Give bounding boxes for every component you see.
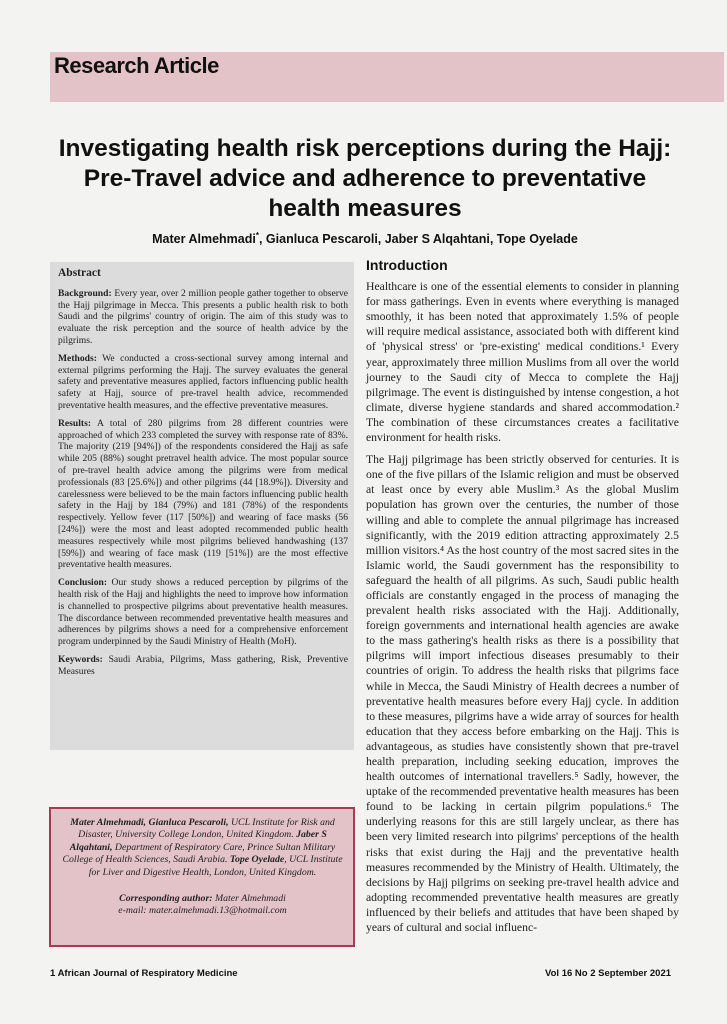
section-label: Results: (58, 417, 92, 429)
affiliations (60, 817, 345, 918)
body-paragraph: Healthcare is one of the essential elements to consider in planning for mass gatherings. Even in events where everything is managed smoothly, it has been noted that approximately 1.5% of people will require medical assistance, associated both with different kind of 'physical stress' or 'pre-existing' medical conditions.¹ Every year, approximately three million Muslims from all over the world journey to the Saudi city of Mecca to complete the Hajj pilgrimage. The event is distinguished by intense congestion, a hot climate, diverse hygiene standards and shared accommodation.² The combination of these circumstances creates a facilitative environment for health risks. (366, 280, 679, 445)
affiliation-text: Department of Respiratory Care, Prince Sultan Military College of Health Sciences, Saudi Arabia. (62, 841, 336, 866)
section-text: We conducted a cross-sectional survey among internal and external pilgrims performing the Hajj. The survey evaluates the general safety and preventative measures applied, factors influencing public health safety at Hajj, source of pre-travel health advice, recommended preventative health measures, and the effective preventative measures. (58, 352, 348, 411)
abstract-keywords (58, 654, 348, 678)
section-label: Background: (58, 287, 112, 299)
affiliation-list (60, 817, 345, 879)
affiliation-text: , UCL Institute for Liver and Digestive Health, London, United Kingdom. (88, 854, 343, 878)
section-text: A total of 280 pilgrims from 28 different countries were approached of which 233 completed the survey with response rate of 83%. The majority (219 [94%]) of the respondents considered the Hajj as safe while 205 (88%) sought pretravel health advice. The most popular source of pre-travel health advice among the pilgrims were from medical professionals (83 [25.6%]) and other pilgrims (44 [18.9%]). Diversity and carelessness were believed to be the main factors influencing public health safety in the Hajj by 184 (79%) and 181 (78%) of the respondents respectively. Yellow fever (117 [50%]) and wearing of face masks (56 [24%]) were the most and least adopted recommended public health measures respectively while most pilgrims believed handwashing (137 [59%]) and wearing of face mask (119 [51%]) are the most effective preventative health measures. (58, 417, 348, 571)
abstract-background (58, 288, 348, 347)
corresponding-mark: * (255, 231, 259, 240)
body-paragraph: The Hajj pilgrimage has been strictly observed for centuries. It is one of the five pillars of the Islamic religion and must be observed at least once by every able Muslim.³ As the global Muslim population has grown over the centuries, the number of those willing and able to complete the annual pilgrimage has increased significantly, with the 2019 edition attracting approximately 2.5 million visitors.⁴ As the host country of the most sacred sites in the Islamic world, the Saudi government has the responsibility to safeguard the health of all pilgrims. As such, Saudi public health officials are constantly engaged in the process of managing the prevalent health risks associated with the Hajj. Additionally, foreign governments and international health agencies are awake to the mass gathering's health risks as there is a possibility that pilgrims will import infectious diseases presumably to their countries of origin. To address the health risks that pilgrims face while in Mecca, the Saudi Ministry of Health decrees a number of preventative health measures before every Hajj cycle. In addition to these measures, pilgrims have a wide array of sources for health education that they access before embarking on the Hajj. This is advantageous, as studies have consistently shown that pre-travel health preparation, including seeking education, improves the health outcomes of international travellers.⁵ Sadly, however, the uptake of the recommended preventative health measures has been found to be lacking in certain pilgrim populations.⁶ The underlying reasons for this are still largely unclear, as there has been very limited research into pilgrims' perceptions of the health risks that exist during the Hajj and the preventative health measures recommended by the Ministry of Health. Ultimately, the decisions by Hajj pilgrims on seeking pre-travel health advice and adopting recommended preventative health measures are greatly influenced by their beliefs and attitudes that have been shaped by years of cultural and social influenc- (366, 453, 679, 935)
author-first: Mater Almehmadi (152, 232, 256, 247)
abstract (58, 268, 348, 684)
section-label: Methods: (58, 352, 97, 364)
section-text: Every year, over 2 million people gather together to observe the Hajj pilgrimage in Mecca. This presents a public health risk to both Saudi and the pilgrims' country of origin. The aim of this study was to evaluate the risk perception and the source of health advice by the pilgrims. (58, 287, 348, 346)
introduction-heading: Introduction (366, 257, 448, 273)
affiliation-names: Jaber S Alqahtani, (69, 829, 327, 853)
introduction-column (366, 258, 679, 942)
email-link[interactable]: e-mail: mater.almehmadi.13@hotmail.com (118, 905, 287, 917)
abstract-methods (58, 353, 348, 412)
author-rest: , Gianluca Pescaroli, Jaber S Alqahtani, Tope Oyelade (258, 232, 578, 247)
affiliation-names: Tope Oyelade (229, 854, 285, 866)
affiliation-text: UCL Institute for Risk and Disaster, University College London, United Kingdom. (78, 817, 335, 841)
corresponding-name: Mater Almehmadi (212, 893, 286, 905)
abstract-conclusion (58, 577, 348, 648)
affiliation-names: Mater Almehmadi, Gianluca Pescaroli, (70, 817, 229, 828)
abstract-results (58, 418, 348, 571)
corresponding-label: Corresponding author: (119, 893, 213, 905)
section-label: Conclusion: (58, 577, 108, 589)
section-text: Our study shows a reduced perception by pilgrims of the health risk of the Hajj and highlights the need to improve how information is channelled to prospective pilgrims about preventative health measures. The discordance between recommended preventative health measures and adherences by pilgrims shows a need for a comprehensive enforcement program underpinned by the Saudi Ministry of Health (MoH). (58, 577, 348, 648)
footer-journal: 1 African Journal of Respiratory Medicine (50, 968, 238, 979)
corresponding-author (60, 893, 345, 905)
abstract-heading: Abstract (58, 267, 101, 279)
section-text: Saudi Arabia, Pilgrims, Mass gathering, Risk, Preventive Measures (58, 653, 348, 677)
article-title: Investigating health risk perceptions during the Hajj: Pre-Travel advice and adherence to preventative health measures (58, 135, 672, 222)
footer-issue: Vol 16 No 2 September 2021 (545, 968, 672, 979)
article-type-label: Research Article (54, 53, 219, 78)
section-label: Keywords: (58, 653, 103, 665)
author-list (55, 231, 675, 246)
